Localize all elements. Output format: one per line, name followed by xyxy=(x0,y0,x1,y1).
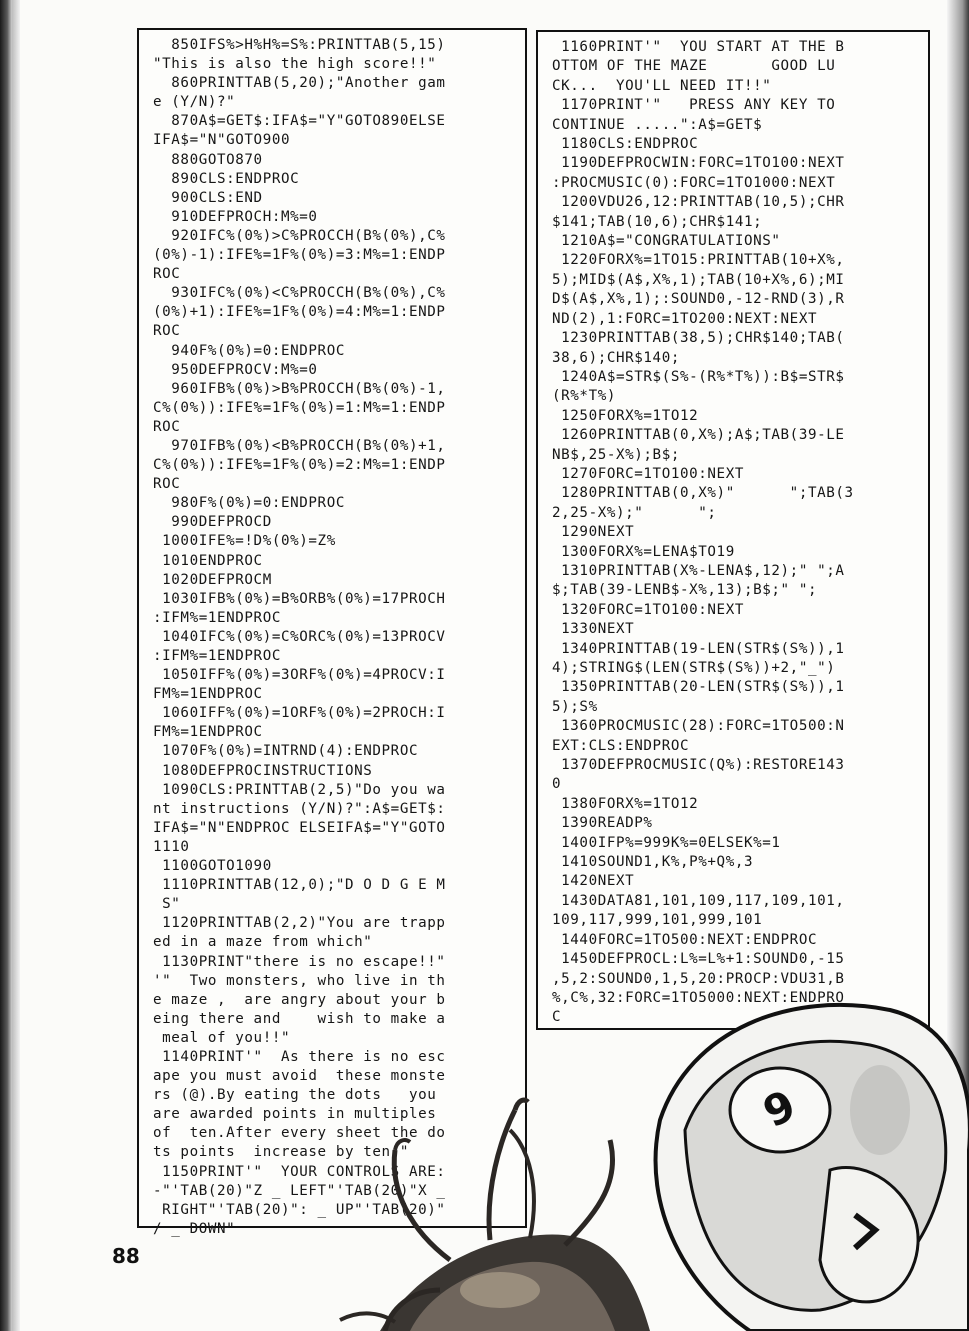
listing-line: IFA$="N"ENDPROC ELSEIFA$="Y"GOTO xyxy=(153,819,446,836)
listing-line: 1440FORC=1TO500:NEXT:ENDPROC xyxy=(561,931,818,948)
listing-line: D$(A$,X%,1);:SOUND0,-12-RND(3),R xyxy=(552,291,845,308)
listing-line: 1340PRINTTAB(19-LEN(STR$(S%)),1 xyxy=(561,640,845,657)
listing-line: 1390READP% xyxy=(561,815,653,832)
listing-line: e maze , are angry about your b xyxy=(153,991,446,1008)
listing-line: nt instructions (Y/N)?":A$=GET$: xyxy=(153,800,446,817)
listing-line: ROC xyxy=(153,476,181,493)
listing-line: 1220FORX%=1TO15:PRINTTAB(10+X%, xyxy=(561,252,845,269)
basic-listing-right xyxy=(552,38,918,1028)
listing-line: 940F%(0%)=0:ENDPROC xyxy=(171,342,345,359)
listing-line: 900CLS:END xyxy=(171,189,263,206)
listing-line: ape you must avoid these monste xyxy=(153,1068,446,1085)
listing-line: 1150PRINT'" YOUR CONTROLS ARE: xyxy=(162,1163,446,1180)
listing-line: RIGHT"'TAB(20)": _ UP"'TAB(20)" xyxy=(162,1201,446,1218)
listing-line: / _ DOWN" xyxy=(153,1220,236,1237)
listing-line: CONTINUE .....":A$=GET$ xyxy=(552,116,763,133)
listing-line: 1270FORC=1TO100:NEXT xyxy=(561,465,744,482)
pod-number: 9 xyxy=(755,1080,803,1138)
book-spine-highlight xyxy=(12,0,20,1331)
listing-line: EXT:CLS:ENDPROC xyxy=(552,737,690,754)
listing-line: meal of you!!" xyxy=(162,1029,291,1046)
listing-line: 1330NEXT xyxy=(561,621,635,638)
listing-line: 4);STRING$(LEN(STR$(S%))+2,"_") xyxy=(552,660,836,676)
listing-line: 1060IFF%(0%)=1ORF%(0%)=2PROCH:I xyxy=(162,705,446,722)
listing-line: ROC xyxy=(153,418,181,435)
listing-line: 1110 xyxy=(153,838,190,855)
listing-line: of ten.After every sheet the do xyxy=(153,1125,446,1142)
listing-line: ,5,2:SOUND0,1,5,20:PROCP:VDU31,B xyxy=(552,970,845,987)
listing-line: 109,117,999,101,999,101 xyxy=(552,912,763,929)
listing-line: 1430DATA81,101,109,117,109,101, xyxy=(561,892,845,909)
listing-line: 1190DEFPROCWIN:FORC=1TO100:NEXT xyxy=(561,155,845,172)
listing-line: :IFM%=1ENDPROC xyxy=(153,609,281,626)
listing-line: ROC xyxy=(153,266,181,283)
listing-line: :PROCMUSIC(0):FORC=1TO1000:NEXT xyxy=(552,174,836,191)
listing-line: 1360PROCMUSIC(28):FORC=1TO500:N xyxy=(561,718,845,735)
listing-line: $141;TAB(10,6);CHR$141; xyxy=(552,213,763,230)
listing-line: 1320FORC=1TO100:NEXT xyxy=(561,601,744,618)
listing-line: 38,6);CHR$140; xyxy=(552,349,680,366)
listing-line: OTTOM OF THE MAZE GOOD LU xyxy=(552,58,836,75)
listing-line: 980F%(0%)=0:ENDPROC xyxy=(171,495,345,512)
listing-line: 850IFS%>H%H%=S%:PRINTTAB(5,15) xyxy=(171,37,446,53)
listing-line: FM%=1ENDPROC xyxy=(153,724,263,741)
listing-line: -"'TAB(20)"Z _ LEFT"'TAB(20)"X _ xyxy=(153,1182,446,1199)
listing-line: (0%)+1):IFE%=1F%(0%)=4:M%=1:ENDP xyxy=(153,304,446,321)
listing-line: 5);S% xyxy=(552,698,598,715)
listing-line: 1120PRINTTAB(2,2)"You are trapp xyxy=(162,915,446,932)
listing-line: 970IFB%(0%)<B%PROCCH(B%(0%)+1, xyxy=(171,437,446,454)
listing-line: ed in a maze from which" xyxy=(153,934,373,951)
listing-line: 1070F%(0%)=INTRND(4):ENDPROC xyxy=(162,743,419,760)
listing-line: CK... YOU'LL NEED IT!!" xyxy=(552,77,772,94)
listing-line: 1410SOUND1,K%,P%+Q%,3 xyxy=(561,854,754,871)
listing-line: 1370DEFPROCMUSIC(Q%):RESTORE143 xyxy=(561,757,845,774)
listing-line: 1020DEFPROCM xyxy=(162,571,272,588)
listing-line: 1300FORX%=LENA$TO19 xyxy=(561,543,735,560)
listing-line: (R%*T%) xyxy=(552,388,616,405)
listing-line: "This is also the high score!!" xyxy=(153,56,437,73)
listing-line: C xyxy=(552,1009,562,1026)
listing-line: IFA$="N"GOTO900 xyxy=(153,132,291,149)
listing-line: 1310PRINTTAB(X%-LENA$,12);" ";A xyxy=(561,562,845,579)
robot-pod-icon xyxy=(656,1005,969,1331)
monster-illustration xyxy=(300,990,969,1331)
listing-line: rs (@).By eating the dots you xyxy=(153,1087,437,1104)
listing-line: 860PRINTTAB(5,20);"Another gam xyxy=(171,75,446,92)
listing-line: 1080DEFPROCINSTRUCTIONS xyxy=(162,762,373,779)
listing-line: 1350PRINTTAB(20-LEN(STR$(S%)),1 xyxy=(561,679,845,696)
listing-line: eing there and wish to make a xyxy=(153,1010,446,1027)
listing-line: 1140PRINT'" As there is no esc xyxy=(162,1048,446,1065)
listing-line: '" Two monsters, who live in th xyxy=(153,972,446,989)
page-number: 88 xyxy=(112,1244,140,1268)
listing-line: 1050IFF%(0%)=3ORF%(0%)=4PROCV:I xyxy=(162,667,446,684)
listing-line: ts points increase by ten." xyxy=(153,1144,409,1161)
listing-line: 1230PRINTTAB(38,5);CHR$140;TAB( xyxy=(561,330,845,347)
listing-line: e (Y/N)?" xyxy=(153,94,236,111)
listing-line: 1400IFP%=999K%=0ELSEK%=1 xyxy=(561,834,781,851)
listing-line: 1030IFB%(0%)=B%ORB%(0%)=17PROCH xyxy=(162,590,446,607)
bug-creature-icon xyxy=(340,1100,650,1331)
listing-line: 960IFB%(0%)>B%PROCCH(B%(0%)-1, xyxy=(171,380,446,397)
listing-line: 0 xyxy=(552,776,562,793)
listing-line: 2,25-X%);" "; xyxy=(552,504,717,521)
listing-line: :IFM%=1ENDPROC xyxy=(153,648,281,664)
listing-line: 1290NEXT xyxy=(561,524,635,541)
listing-line: 5);MID$(A$,X%,1);TAB(10+X%,6);MI xyxy=(552,271,845,288)
listing-line: 1450DEFPROCL:L%=L%+1:SOUND0,-15 xyxy=(561,951,845,968)
listing-line: 920IFC%(0%)>C%PROCCH(B%(0%),C% xyxy=(171,227,446,244)
listing-line: 890CLS:ENDPROC xyxy=(171,170,300,187)
listing-line: 1170PRINT'" PRESS ANY KEY TO xyxy=(561,97,836,114)
listing-line: 1090CLS:PRINTTAB(2,5)"Do you wa xyxy=(162,781,446,798)
listing-column-right xyxy=(536,30,930,1030)
listing-line: 950DEFPROCV:M%=0 xyxy=(171,361,318,378)
listing-line: 1100GOTO1090 xyxy=(162,858,272,875)
listing-line: FM%=1ENDPROC xyxy=(153,686,263,703)
listing-line: 990DEFPROCD xyxy=(171,514,272,531)
listing-line: 1210A$="CONGRATULATIONS" xyxy=(561,233,781,250)
listing-line: are awarded points in multiples xyxy=(153,1106,437,1123)
listing-line: $;TAB(39-LENB$-X%,13);B$;" "; xyxy=(552,582,818,599)
listing-line: 1010ENDPROC xyxy=(162,552,263,569)
listing-line: 1130PRINT"there is no escape!!" xyxy=(162,953,446,970)
listing-line: 1420NEXT xyxy=(561,873,635,890)
listing-line: NB$,25-X%);B$; xyxy=(552,446,680,463)
listing-line: 870A$=GET$:IFA$="Y"GOTO890ELSE xyxy=(171,113,446,130)
listing-line: C%(0%)):IFE%=1F%(0%)=1:M%=1:ENDP xyxy=(153,399,446,416)
listing-line: S" xyxy=(162,896,181,913)
listing-line: 880GOTO870 xyxy=(171,151,263,168)
listing-line: 1280PRINTTAB(0,X%)" ";TAB(3 xyxy=(561,485,854,502)
book-spine-shadow xyxy=(0,0,12,1331)
listing-line: 1160PRINT'" YOU START AT THE B xyxy=(561,39,845,55)
listing-line: 1380FORX%=1TO12 xyxy=(561,795,699,812)
listing-line: 1250FORX%=1TO12 xyxy=(561,407,699,424)
listing-line: 1000IFE%=!D%(0%)=Z% xyxy=(162,533,336,550)
listing-line: 1260PRINTTAB(0,X%);A$;TAB(39-LE xyxy=(561,427,845,444)
listing-line: 1200VDU26,12:PRINTTAB(10,5);CHR xyxy=(561,194,845,211)
listing-line: 930IFC%(0%)<C%PROCCH(B%(0%),C% xyxy=(171,285,446,302)
listing-line: 1240A$=STR$(S%-(R%*T%)):B$=STR$ xyxy=(561,368,845,385)
listing-line: 1180CLS:ENDPROC xyxy=(561,136,699,153)
listing-line: 910DEFPROCH:M%=0 xyxy=(171,208,318,225)
listing-line: 1110PRINTTAB(12,0);"D O D G E M xyxy=(162,877,446,894)
listing-line: %,C%,32:FORC=1TO5000:NEXT:ENDPRO xyxy=(552,989,845,1006)
listing-line: 1040IFC%(0%)=C%ORC%(0%)=13PROCV xyxy=(162,628,446,645)
listing-line: ROC xyxy=(153,323,181,340)
listing-line: ND(2),1:FORC=1TO200:NEXT:NEXT xyxy=(552,310,818,327)
listing-line: C%(0%)):IFE%=1F%(0%)=2:M%=1:ENDP xyxy=(153,457,446,474)
listing-line: (0%)-1):IFE%=1F%(0%)=3:M%=1:ENDP xyxy=(153,247,446,264)
